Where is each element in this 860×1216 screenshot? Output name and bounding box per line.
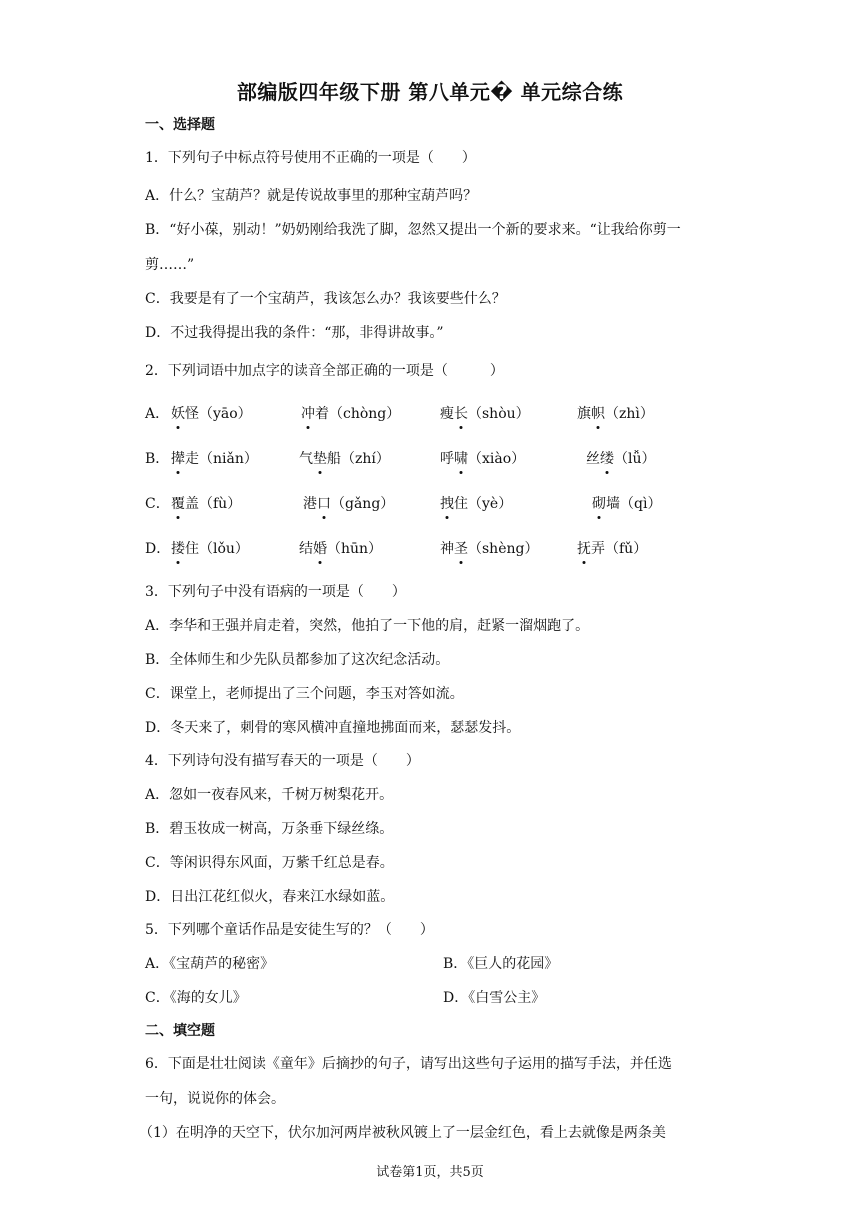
question-6-part-1: （1）在明净的天空下，伏尔加河两岸被秋风镀上了一层金红色，看上去就像是两条美 xyxy=(139,1125,666,1141)
dotted-character: 妖 xyxy=(171,403,185,423)
question-2-option-label: A． xyxy=(145,406,170,422)
word-prefix: 港 xyxy=(303,496,317,512)
word-item xyxy=(171,403,252,423)
question-3-option-d: D．冬天来了，刺骨的寒风横冲直撞地拂面而来，瑟瑟发抖。 xyxy=(145,720,521,736)
word-rest: 船（zhí） xyxy=(327,451,390,467)
section-heading-fill: 二、填空题 xyxy=(145,1023,215,1039)
word-item xyxy=(303,493,394,513)
question-1-option-b: B．“好小葆，别动！”奶奶刚给我洗了脚，忽然又提出一个新的要求来。“让我给你剪一 xyxy=(145,222,681,238)
word-rest: 怪（yāo） xyxy=(185,406,252,422)
question-1-option-b-cont: 剪……” xyxy=(145,257,195,273)
dotted-character: 帜 xyxy=(591,403,605,423)
question-2-option-label: D． xyxy=(145,541,171,557)
page-title: 部编版四年级下册 第八单元� 单元综合练 xyxy=(236,80,624,104)
word-rest: （lǚ） xyxy=(614,451,656,467)
word-rest: （shòu） xyxy=(468,406,530,422)
dotted-character: 婚 xyxy=(313,538,327,558)
word-rest: 弄（fǔ） xyxy=(591,541,648,557)
word-item xyxy=(171,538,249,558)
question-3-option-b: B．全体师生和少先队员都参加了这次纪念活动。 xyxy=(145,652,450,668)
dotted-character: 长 xyxy=(454,403,468,423)
page-footer: 试卷第1页，共5页 xyxy=(376,1165,484,1180)
dotted-character: 圣 xyxy=(454,538,468,558)
question-4-option-d: D．日出江花红似火，春来江水绿如蓝。 xyxy=(145,889,395,905)
word-prefix: 结 xyxy=(299,541,313,557)
word-item xyxy=(171,493,241,513)
word-item xyxy=(577,403,654,423)
dotted-character: 口 xyxy=(317,493,331,513)
word-item xyxy=(440,493,512,513)
question-5-option-d: D．《白雪公主》 xyxy=(443,990,546,1006)
dotted-character: 冲 xyxy=(301,403,315,423)
question-5-stem: 5．下列哪个童话作品是安徒生写的？（ ） xyxy=(145,922,434,938)
word-rest: 墙（qì） xyxy=(606,496,662,512)
dotted-character: 搂 xyxy=(171,538,185,558)
word-item xyxy=(171,448,258,468)
word-item xyxy=(440,448,525,468)
question-1-option-d: D．不过我得提出我的条件：“那，非得讲故事。” xyxy=(145,325,444,341)
word-item xyxy=(440,538,538,558)
question-4-option-b: B．碧玉妆成一树高，万条垂下绿丝绦。 xyxy=(145,821,394,837)
word-item xyxy=(586,448,656,468)
word-rest: （hūn） xyxy=(327,541,383,557)
word-item xyxy=(440,403,530,423)
word-rest: （gǎng） xyxy=(331,496,395,512)
word-item xyxy=(299,448,390,468)
dotted-character: 垫 xyxy=(313,448,327,468)
dotted-character: 拽 xyxy=(440,493,454,513)
word-item xyxy=(592,493,661,513)
section-heading-choice: 一、选择题 xyxy=(145,117,215,133)
word-prefix: 气 xyxy=(299,451,313,467)
word-item xyxy=(299,538,382,558)
question-5-option-b: B．《巨人的花园》 xyxy=(443,956,559,972)
word-rest: 住（yè） xyxy=(454,496,513,512)
question-4-stem: 4．下列诗句没有描写春天的一项是（ ） xyxy=(145,753,420,769)
question-5-option-a: A．《宝葫芦的秘密》 xyxy=(145,956,275,972)
word-prefix: 呼 xyxy=(440,451,454,467)
question-2-stem: 2．下列词语中加点字的读音全部正确的一项是（ ） xyxy=(145,363,504,379)
word-rest: （zhì） xyxy=(605,406,654,422)
question-1-option-c: C．我要是有了一个宝葫芦，我该怎么办？我该要些什么？ xyxy=(145,291,506,307)
word-item xyxy=(577,538,647,558)
question-1-option-a: A．什么？宝葫芦？就是传说故事里的那种宝葫芦吗？ xyxy=(145,188,478,204)
question-4-option-a: A．忽如一夜春风来，千树万树梨花开。 xyxy=(145,787,394,803)
word-rest: 着（chòng） xyxy=(315,406,401,422)
dotted-character: 啸 xyxy=(454,448,468,468)
question-6-stem: 6．下面是壮壮阅读《童年》后摘抄的句子，请写出这些句子运用的描写手法，并任选 xyxy=(145,1056,672,1072)
word-prefix: 瘦 xyxy=(440,406,454,422)
word-rest: 盖（fù） xyxy=(185,496,242,512)
question-6-stem-cont: 一句，说说你的体会。 xyxy=(145,1091,285,1107)
word-rest: 走（niǎn） xyxy=(185,451,258,467)
dotted-character: 缕 xyxy=(600,448,614,468)
word-prefix: 神 xyxy=(440,541,454,557)
question-3-option-c: C．课堂上，老师提出了三个问题，李玉对答如流。 xyxy=(145,686,464,702)
word-rest: 住（lǒu） xyxy=(185,541,249,557)
question-4-option-c: C．等闲识得东风面，万紫千红总是春。 xyxy=(145,855,394,871)
question-5-option-c: C．《海的女儿》 xyxy=(145,990,247,1006)
question-2-option-label: C． xyxy=(145,496,170,512)
word-rest: （xiào） xyxy=(468,451,526,467)
dotted-character: 抚 xyxy=(577,538,591,558)
dotted-character: 砌 xyxy=(592,493,606,513)
question-3-option-a: A．李华和王强并肩走着，突然，他拍了一下他的肩，赶紧一溜烟跑了。 xyxy=(145,618,590,634)
word-prefix: 旗 xyxy=(577,406,591,422)
word-prefix: 丝 xyxy=(586,451,600,467)
question-3-stem: 3．下列句子中没有语病的一项是（ ） xyxy=(145,584,406,600)
dotted-character: 撵 xyxy=(171,448,185,468)
word-rest: （shèng） xyxy=(468,541,539,557)
question-2-option-label: B． xyxy=(145,451,170,467)
dotted-character: 覆 xyxy=(171,493,185,513)
word-item xyxy=(301,403,400,423)
question-1-stem: 1．下列句子中标点符号使用不正确的一项是（ ） xyxy=(145,150,476,166)
